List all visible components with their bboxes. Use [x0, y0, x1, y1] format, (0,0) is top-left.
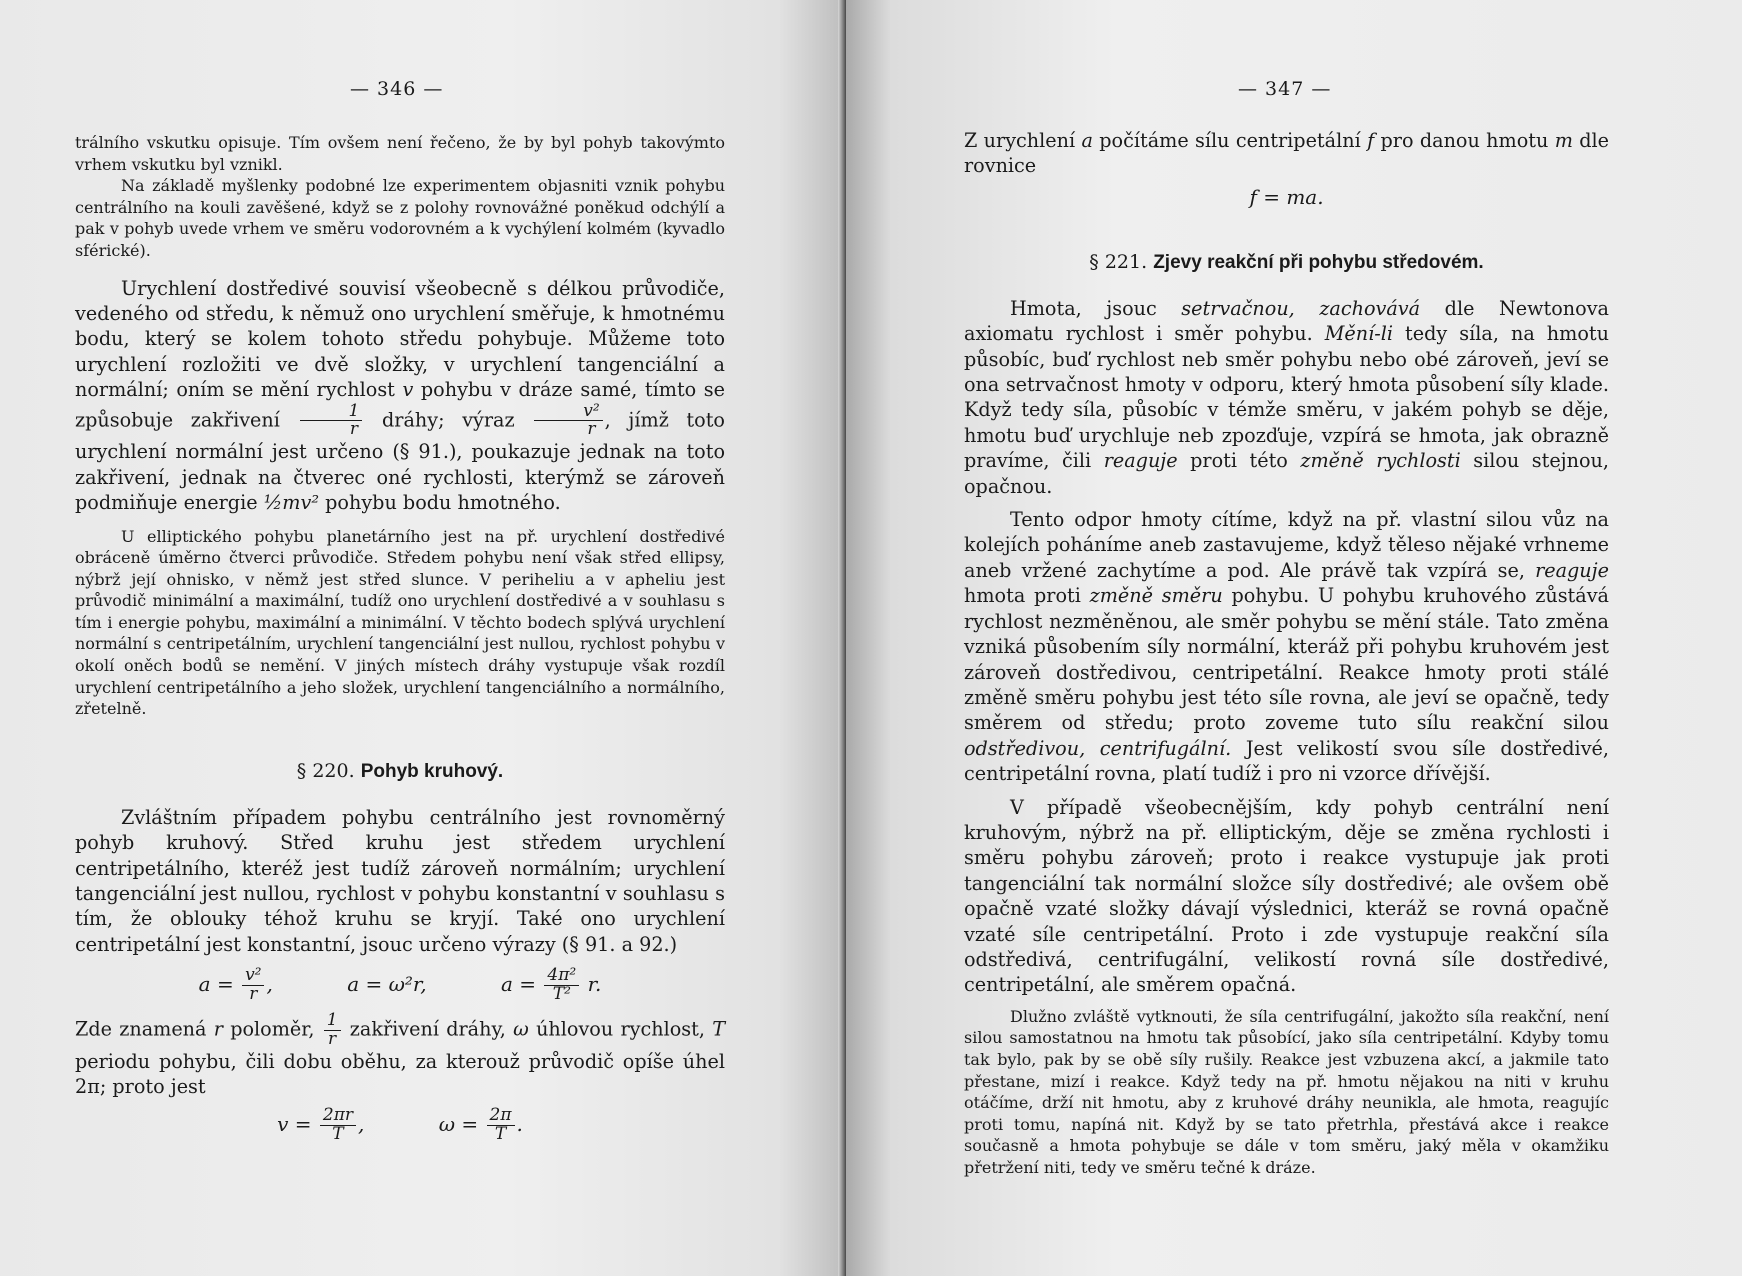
equation: a = ω²r,	[347, 972, 427, 997]
page-number: — 347 —	[1238, 78, 1332, 100]
section-heading: § 221. Zjevy reakční při pohybu středovém.	[1089, 250, 1484, 273]
fraction: $\frac{\text{v²}}{r}$	[534, 403, 602, 440]
equation: ω = $\frac{2\pi}{T}$ .	[438, 1105, 523, 1145]
paragraph: Urychlení dostředivé souvisí všeobecně s délkou průvodiče, vedeného od středu, k němuž ono urychlení směřuje, k hmotnému bodu, který se kolem tohoto středu pohybuje. Můžeme toto urychlení rozložiti ve dvě složky, v urychlení tangenciální a normální; oním se mění rychlost v pohybu v dráze samé, tímto se způsobuje zakřivení $\frac{1}{r}$ dráhy; výraz $\frac{\text{v²}}{r}$ , jímž toto urychlení normální jest určeno (§ 91.), poukazuje jednak na toto zakřivení, jednak na čtverec oné rychlosti, kterýmž se zároveň podmiňuje energie ½mv² pohybu bodu hmotného.	[75, 276, 725, 515]
paragraph: Hmota, jsouc setrvačnou, zachovává dle Newtonova axiomatu rychlost i směr pohybu. Mění-li tedy síla, na hmotu působíc, buď rychlost neb směr pohybu nebo obé zároveň, jeví se ona setrvačnost hmoty v odporu, který hmota působení síly klade. Když tedy síla, působíc v témže směru, v jakém pohyb se děje, hmotu buď urychluje neb zpozďuje, vzpírá se hmota, jak obrazně pravíme, čili reaguje proti této změně rychlosti silou stejnou, opačnou.	[964, 296, 1609, 498]
left-text-column	[75, 132, 725, 1144]
equation: a = $\frac{\text{4π²}}{\text{T²}}$ r.	[501, 965, 602, 1005]
paragraph: Na základě myšlenky podobné lze experimentem objasniti vznik pohybu centrálního na kouli zavěšené, když se z polohy rovnovážné poněkud odchýlí a pak v pohyb uvede vrhem ve směru vodorovném a k vychýlení kolmém (kyvadlo sférické).	[75, 176, 725, 260]
paragraph: Zde znamená r poloměr, $\frac{1}{r}$ zakřivení dráhy, ω úhlovou rychlost, T periodu pohybu, čili dobu oběhu, za kterouž průvodič opíše úhel 2π; proto jest	[75, 1009, 726, 1099]
paragraph: Z urychlení a počítáme sílu centripetální f pro danou hmotu m dle rovnice	[964, 129, 1610, 178]
section-heading: § 220. Pohyb kruhový.	[296, 759, 504, 782]
paragraph: V případě všeobecnějším, kdy pohyb centrální není kruhovým, nýbrž na př. elliptickým, děje se změna rychlosti i směru pohybu zároveň; proto i reakce vystupuje jak proti tangenciální tak normální složce síly dostředivé; ale ovšem obě opačně vzaté složky dávají výslednici, kteráž se rovná opačně vzaté síle centripetální. Proto i zde vystupuje reakční síla odstředivá, centrifugální, velikostí rovná síle dostředivé, centripetální, ale směrem opačná.	[964, 795, 1609, 997]
paragraph: Tento odpor hmoty cítíme, když na př. vlastní silou vůz na kolejích poháníme aneb zastavujeme, když těleso nějaké vrhneme aneb vržené zachytíme a pod. Ale právě tak vzpírá se, reaguje hmota proti změně směru pohybu. U pohybu kruhového zůstává rychlost nezměněnou, ale směr pohybu se mění stále. Tato změna vzniká působením síly normální, kteráž při pohybu kruhovém jest zároveň dostředivou, centripetální. Reakce hmoty proti stálé změně směru pohybu jest této síle rovna, ale jeví se opačně, tedy směrem od středu; proto zoveme tuto sílu reakční silou odstředivou, centrifugální. Jest velikostí svou síle dostředivé, centripetální rovna, platí tudíž i pro ni vzorce dřívější.	[964, 508, 1609, 786]
paragraph: Zvláštním případem pohybu centrálního jest rovnoměrný pohyb kruhový. Střed kruhu jest středem urychlení centripetálního, kteréž jest tudíž zároveň normálním; urychlení tangenciální jest nullou, rychlost v pohybu konstantní v souhlasu s tím, že oblouky téhož kruhu se kryjí. Také ono urychlení centripetální jest konstantní, jsouc určeno výrazy (§ 91. a 92.)	[75, 805, 725, 956]
paragraph: trálního vskutku opisuje. Tím ovšem není řečeno, že by byl pohyb takovýmto vrhem vskutku byl vznikl.	[75, 133, 725, 174]
left-page	[0, 0, 846, 1276]
equation-row	[75, 1107, 725, 1144]
fraction: $\frac{1}{r}$	[324, 1012, 341, 1049]
paragraph: Dlužno zvláště vytknouti, že síla centrifugální, jakožto síla reakční, není silou samostatnou na hmotu tak působící, jako síla centripetální. Kdyby tomu tak bylo, pak by se obě síly rušily. Reakce jest vzbuzena akcí, a jakmile tato přestane, mizí i reakce. Když tedy na př. hmotu nějakou na niti v kruhu otáčíme, drží nit hmotu, aby z kruhové dráhy neunikla, ale hmota, reagujíc proti tomu, napíná nit. Když by se tato přetrhla, přestává akce i reakce současně a hmota pohybuje se dále v tom směru, jaký měla v okamžiku přetržení niti, tedy ve směru tečné k dráze.	[964, 1006, 1609, 1177]
right-text-column	[964, 128, 1609, 1179]
paragraph: U elliptického pohybu planetárního jest na př. urychlení dostředivé obráceně úměrno čtverci průvodiče. Středem pohybu není však střed ellipsy, nýbrž její ohnisko, v němž jest střed slunce. V periheliu a v apheliu jest průvodič minimální a maximální, tudíž ono urychlení dostředivé a v souhlasu s tím i energie pohybu, maximální a minimální. V těchto bodech splývá urychlení normální s centripetálním, urychlení tangenciální jest nullou, rychlost pohybu v okolí oněch bodů se nemění. V jiných místech dráhy vystupuje však rozdíl urychlení centripetálního a jeho složek, urychlení tangenciálního a normálního, zřetelně.	[75, 526, 725, 719]
equation: f = ma.	[1249, 184, 1324, 209]
equation: a = $\frac{\text{v²}}{r}$ ,	[198, 965, 273, 1005]
equation: v = $\frac{2\pi r}{T}$ ,	[277, 1105, 365, 1145]
fraction: $\frac{1}{r}$	[300, 403, 363, 440]
page-number: — 346 —	[350, 78, 444, 100]
equation-row	[75, 967, 725, 1004]
right-page	[846, 0, 1742, 1276]
